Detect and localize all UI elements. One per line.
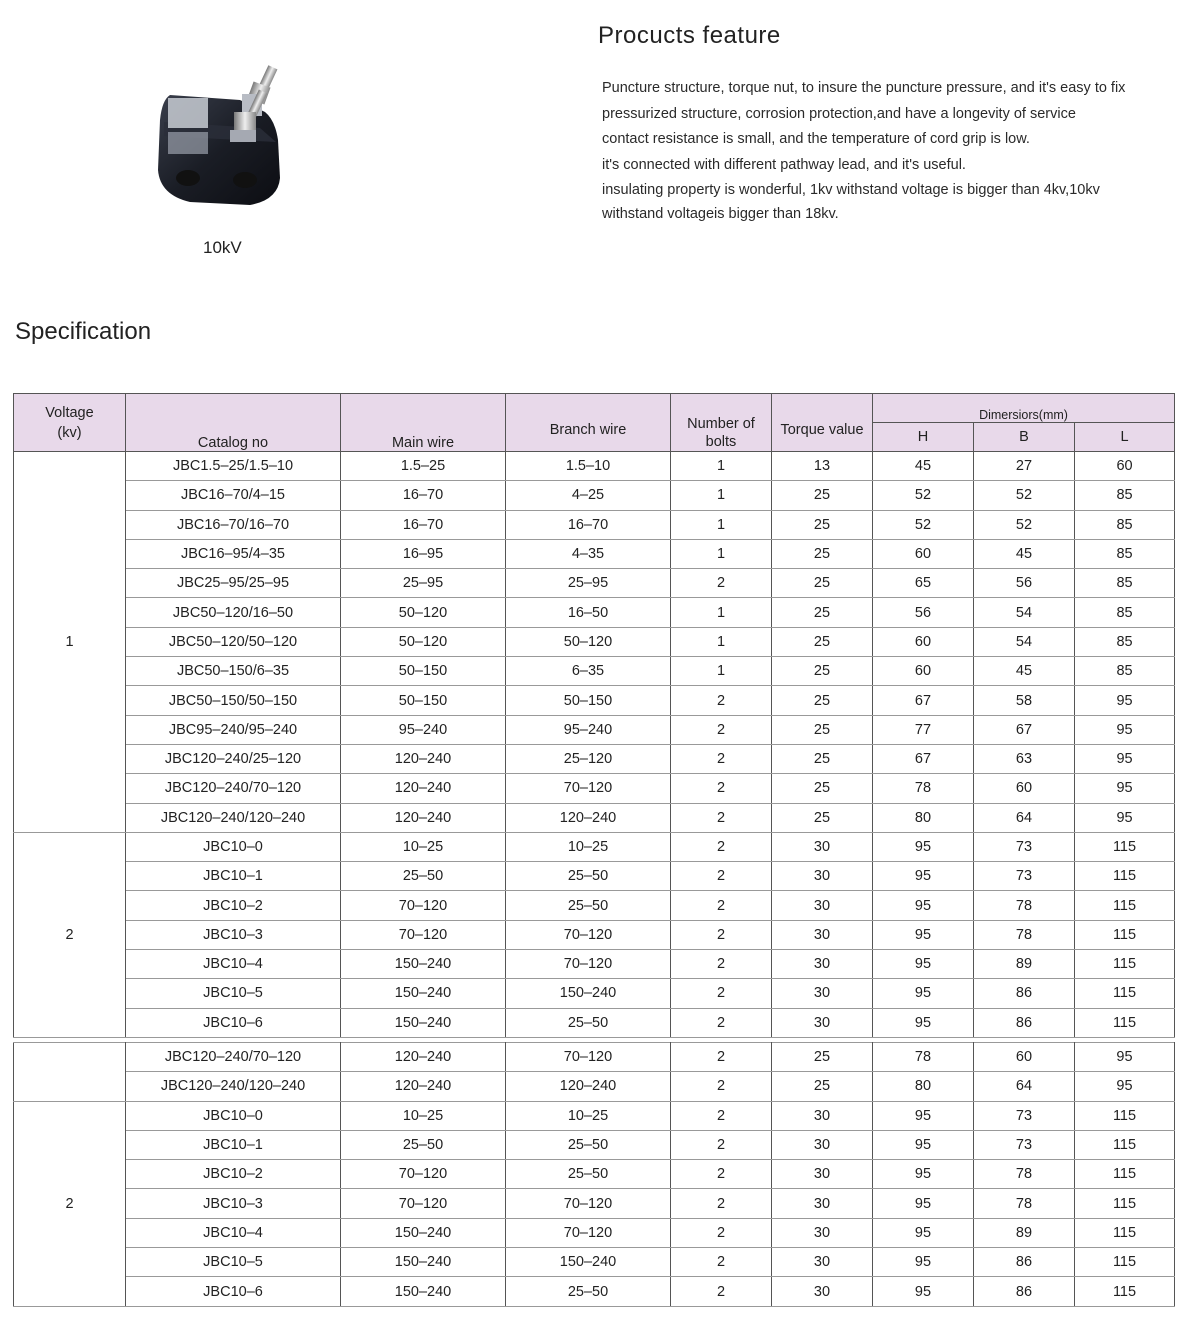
- table-cell: 30: [772, 1008, 873, 1037]
- table-cell: 16–70: [506, 510, 671, 539]
- table-cell: 73: [974, 1130, 1075, 1159]
- table-cell: 95–240: [506, 715, 671, 744]
- table-cell: 85: [1075, 598, 1175, 627]
- table-cell: 78: [873, 774, 974, 803]
- table-cell: 95: [873, 1008, 974, 1037]
- table-cell: 25–50: [506, 1130, 671, 1159]
- table-cell: 2: [671, 891, 772, 920]
- table-cell: 10–25: [506, 832, 671, 861]
- table-cell: 95: [1075, 744, 1175, 773]
- table-cell: 2: [671, 1277, 772, 1306]
- header-main-wire: Main wire: [341, 394, 506, 452]
- table-cell: JBC16–95/4–35: [126, 539, 341, 568]
- table-cell: 25–50: [506, 1160, 671, 1189]
- table-cell: 95: [873, 1218, 974, 1247]
- table-cell: 70–120: [506, 1218, 671, 1247]
- table-cell: 52: [974, 510, 1075, 539]
- table-cell: 150–240: [341, 1277, 506, 1306]
- header-catalog: Catalog no: [126, 394, 341, 452]
- table-cell: 77: [873, 715, 974, 744]
- table-cell: 115: [1075, 1008, 1175, 1037]
- table-cell: 4–35: [506, 539, 671, 568]
- table-row: [14, 598, 1175, 627]
- table-cell: 80: [873, 803, 974, 832]
- table-cell: 150–240: [341, 1248, 506, 1277]
- table-cell: 30: [772, 832, 873, 861]
- table-cell: 63: [974, 744, 1075, 773]
- table-cell: 95: [873, 832, 974, 861]
- table-cell: 45: [974, 539, 1075, 568]
- feature-line: insulating property is wonderful, 1kv withstand voltage is bigger than 4kv,10kv withstand voltageis bigger than 18kv.: [602, 182, 1100, 222]
- table-cell: JBC10–6: [126, 1008, 341, 1037]
- table-cell: 2: [671, 979, 772, 1008]
- table-cell: 50–120: [341, 627, 506, 656]
- table-cell: 25–120: [506, 744, 671, 773]
- table-row: [14, 1160, 1175, 1189]
- table-cell: 60: [873, 627, 974, 656]
- table-cell: 95: [873, 1130, 974, 1159]
- header-l: L: [1075, 423, 1175, 452]
- table-cell: 30: [772, 920, 873, 949]
- table-cell: JBC120–240/120–240: [126, 803, 341, 832]
- table-row: [14, 1277, 1175, 1306]
- table-cell: 10–25: [506, 1101, 671, 1130]
- table-cell: 150–240: [341, 1218, 506, 1247]
- insulation-piercing-connector-icon: [150, 60, 290, 210]
- header-torque: Torque value: [772, 394, 873, 452]
- table-cell: 25: [772, 715, 873, 744]
- table-cell: 54: [974, 598, 1075, 627]
- table-cell: 10–25: [341, 832, 506, 861]
- table-cell: JBC10–5: [126, 979, 341, 1008]
- table-cell: 52: [974, 481, 1075, 510]
- table-cell: 78: [974, 1160, 1075, 1189]
- feature-line: pressurized structure, corrosion protection,and have a longevity of service: [602, 105, 1076, 122]
- table-cell: 2: [671, 803, 772, 832]
- table-cell: JBC10–3: [126, 920, 341, 949]
- table-cell: 86: [974, 1248, 1075, 1277]
- table-cell: 73: [974, 832, 1075, 861]
- table-cell: 25–50: [341, 862, 506, 891]
- feature-line: contact resistance is small, and the temperature of cord grip is low.: [602, 131, 1030, 147]
- table-cell: 2: [671, 862, 772, 891]
- table-cell: 73: [974, 862, 1075, 891]
- table-cell: 85: [1075, 539, 1175, 568]
- table-cell: 120–240: [341, 1043, 506, 1072]
- table-row: [14, 1248, 1175, 1277]
- table-cell: 2: [671, 1043, 772, 1072]
- table-cell: 30: [772, 1130, 873, 1159]
- table-cell: 13: [772, 452, 873, 481]
- table-cell: 60: [974, 1043, 1075, 1072]
- features-title: Procucts feature: [598, 22, 781, 49]
- table-cell: 2: [671, 569, 772, 598]
- table-cell: JBC50–150/50–150: [126, 686, 341, 715]
- table-cell: 85: [1075, 510, 1175, 539]
- table-cell: 150–240: [341, 1008, 506, 1037]
- table-cell: 95: [873, 979, 974, 1008]
- table-cell: 1.5–25: [341, 452, 506, 481]
- table-cell: JBC120–240/70–120: [126, 774, 341, 803]
- table-cell: 86: [974, 1277, 1075, 1306]
- table-row: [14, 832, 1175, 861]
- table-cell: 64: [974, 803, 1075, 832]
- table-cell: 2: [671, 774, 772, 803]
- table-cell: 120–240: [341, 774, 506, 803]
- table-cell: 2: [671, 715, 772, 744]
- table-cell: 16–95: [341, 539, 506, 568]
- table-cell: 70–120: [341, 891, 506, 920]
- table-cell: JBC10–6: [126, 1277, 341, 1306]
- table-cell: 25–95: [341, 569, 506, 598]
- table-cell: 1: [671, 627, 772, 656]
- table-row: [14, 803, 1175, 832]
- table-cell: 65: [873, 569, 974, 598]
- table-cell: 95: [1075, 803, 1175, 832]
- table-cell: 2: [671, 744, 772, 773]
- table-cell: 25: [772, 657, 873, 686]
- table-cell: 25–95: [506, 569, 671, 598]
- table-row: [14, 744, 1175, 773]
- table-cell: 60: [1075, 452, 1175, 481]
- feature-line: Puncture structure, torque nut, to insure the puncture pressure, and it's easy to fix: [602, 80, 1126, 96]
- table-cell: 115: [1075, 862, 1175, 891]
- table-cell: 30: [772, 1218, 873, 1247]
- table-cell: 120–240: [506, 1072, 671, 1101]
- table-cell: 85: [1075, 657, 1175, 686]
- table-cell: 115: [1075, 979, 1175, 1008]
- table-row: [14, 539, 1175, 568]
- table-cell: JBC10–5: [126, 1248, 341, 1277]
- table-cell: 52: [873, 510, 974, 539]
- table-cell: 25: [772, 774, 873, 803]
- table-cell: 95: [1075, 774, 1175, 803]
- table-cell: 95: [1075, 1072, 1175, 1101]
- table-cell: 70–120: [506, 1189, 671, 1218]
- table-cell: 2: [671, 832, 772, 861]
- table-cell: 95: [873, 862, 974, 891]
- table-cell: 25: [772, 510, 873, 539]
- table-cell: 67: [873, 744, 974, 773]
- table-cell: JBC95–240/95–240: [126, 715, 341, 744]
- table-cell: 30: [772, 862, 873, 891]
- table-cell: 30: [772, 1277, 873, 1306]
- table-cell: 45: [974, 657, 1075, 686]
- table-cell: 95: [873, 1160, 974, 1189]
- table-cell: 2: [671, 1218, 772, 1247]
- table-cell: 78: [974, 920, 1075, 949]
- table-cell: JBC120–240/120–240: [126, 1072, 341, 1101]
- table-row: [14, 1043, 1175, 1072]
- table-row: [14, 1101, 1175, 1130]
- table-cell: 25: [772, 539, 873, 568]
- table-cell: 10–25: [341, 1101, 506, 1130]
- table-cell: 25: [772, 598, 873, 627]
- table-cell: 95: [873, 891, 974, 920]
- table-cell: 60: [974, 774, 1075, 803]
- table-row: [14, 1189, 1175, 1218]
- header-b: B: [974, 423, 1075, 452]
- table-cell: 2: [671, 950, 772, 979]
- voltage-cell: 1: [14, 452, 126, 833]
- table-row: [14, 979, 1175, 1008]
- table-cell: 25: [772, 803, 873, 832]
- table-cell: 1: [671, 452, 772, 481]
- table-cell: 95: [1075, 686, 1175, 715]
- table-cell: JBC10–3: [126, 1189, 341, 1218]
- table-cell: 95: [1075, 1043, 1175, 1072]
- table-row: [14, 569, 1175, 598]
- table-cell: 60: [873, 539, 974, 568]
- table-cell: 25: [772, 1043, 873, 1072]
- table-cell: 115: [1075, 1218, 1175, 1247]
- table-cell: JBC1.5–25/1.5–10: [126, 452, 341, 481]
- table-row: [14, 510, 1175, 539]
- table-cell: 150–240: [341, 979, 506, 1008]
- table-cell: 115: [1075, 1101, 1175, 1130]
- table-cell: JBC10–2: [126, 1160, 341, 1189]
- table-cell: 115: [1075, 1160, 1175, 1189]
- table-cell: 89: [974, 1218, 1075, 1247]
- table-cell: 2: [671, 1101, 772, 1130]
- table-cell: JBC120–240/25–120: [126, 744, 341, 773]
- table-cell: 95: [873, 1277, 974, 1306]
- table-cell: 25: [772, 744, 873, 773]
- table-cell: JBC10–1: [126, 1130, 341, 1159]
- product-caption: 10kV: [203, 238, 242, 257]
- table-cell: 2: [671, 1130, 772, 1159]
- table-row: [14, 1008, 1175, 1037]
- table-cell: 70–120: [506, 1043, 671, 1072]
- table-cell: 115: [1075, 891, 1175, 920]
- table-cell: 70–120: [506, 950, 671, 979]
- table-cell: 150–240: [341, 950, 506, 979]
- table-cell: JBC25–95/25–95: [126, 569, 341, 598]
- table-cell: 115: [1075, 1189, 1175, 1218]
- table-cell: 86: [974, 1008, 1075, 1037]
- table-cell: 60: [873, 657, 974, 686]
- table-cell: 78: [873, 1043, 974, 1072]
- table-cell: 25: [772, 481, 873, 510]
- table-cell: 67: [873, 686, 974, 715]
- table-cell: 25: [772, 627, 873, 656]
- header-dimensions: Dimersiors(mm): [873, 394, 1175, 423]
- table-cell: 45: [873, 452, 974, 481]
- table-cell: 70–120: [341, 1160, 506, 1189]
- table-cell: JBC16–70/16–70: [126, 510, 341, 539]
- table-cell: 70–120: [506, 920, 671, 949]
- table-cell: 70–120: [506, 774, 671, 803]
- specification-table-continued: [13, 1042, 1175, 1307]
- table-cell: JBC10–4: [126, 1218, 341, 1247]
- table-cell: 115: [1075, 920, 1175, 949]
- table-row: [14, 891, 1175, 920]
- table-row: [14, 715, 1175, 744]
- table-cell: 89: [974, 950, 1075, 979]
- table-row: [14, 1130, 1175, 1159]
- table-cell: 2: [671, 1160, 772, 1189]
- table-cell: 1: [671, 510, 772, 539]
- table-cell: JBC16–70/4–15: [126, 481, 341, 510]
- table-cell: 52: [873, 481, 974, 510]
- table-row: [14, 862, 1175, 891]
- voltage-cell: 2: [14, 832, 126, 1037]
- table-row: [14, 481, 1175, 510]
- table-row: [14, 1218, 1175, 1247]
- table-cell: 30: [772, 1160, 873, 1189]
- table-cell: JBC120–240/70–120: [126, 1043, 341, 1072]
- specification-table: [13, 393, 1175, 1038]
- table-cell: 115: [1075, 950, 1175, 979]
- table-cell: 30: [772, 891, 873, 920]
- table-cell: 1: [671, 657, 772, 686]
- table-cell: 56: [873, 598, 974, 627]
- table-cell: 86: [974, 979, 1075, 1008]
- table-cell: JBC10–2: [126, 891, 341, 920]
- table-row: [14, 452, 1175, 481]
- table-cell: 95: [873, 950, 974, 979]
- table-cell: 50–120: [506, 627, 671, 656]
- feature-line: it's connected with different pathway lead, and it's useful.: [602, 156, 966, 173]
- table-cell: 150–240: [506, 1248, 671, 1277]
- table-cell: 85: [1075, 569, 1175, 598]
- table-cell: 85: [1075, 481, 1175, 510]
- table-cell: 56: [974, 569, 1075, 598]
- table-cell: 25–50: [506, 1008, 671, 1037]
- table-cell: 78: [974, 891, 1075, 920]
- table-cell: 115: [1075, 1248, 1175, 1277]
- table-cell: 95–240: [341, 715, 506, 744]
- header-bolts: Number of bolts: [671, 394, 772, 452]
- table-cell: 16–50: [506, 598, 671, 627]
- table-cell: 64: [974, 1072, 1075, 1101]
- table-cell: 95: [873, 1189, 974, 1218]
- table-row: [14, 950, 1175, 979]
- table-cell: 30: [772, 1189, 873, 1218]
- table-cell: 115: [1075, 1130, 1175, 1159]
- table-cell: 50–150: [506, 686, 671, 715]
- table-cell: 70–120: [341, 1189, 506, 1218]
- table-cell: 27: [974, 452, 1075, 481]
- table-cell: 150–240: [506, 979, 671, 1008]
- header-branch-wire: Branch wire: [506, 394, 671, 452]
- voltage-cell: 2: [14, 1101, 126, 1306]
- table-cell: 67: [974, 715, 1075, 744]
- table-cell: 25–50: [506, 862, 671, 891]
- table-row: [14, 920, 1175, 949]
- table-cell: 25: [772, 686, 873, 715]
- voltage-cell: [14, 1043, 126, 1102]
- table-cell: 80: [873, 1072, 974, 1101]
- table-cell: 25–50: [506, 891, 671, 920]
- table-cell: 120–240: [341, 744, 506, 773]
- header-voltage: Voltage (kv): [14, 394, 126, 452]
- table-cell: 1.5–10: [506, 452, 671, 481]
- table-cell: 2: [671, 1189, 772, 1218]
- features-list: [602, 76, 1152, 228]
- table-cell: JBC10–0: [126, 1101, 341, 1130]
- table-cell: 2: [671, 1008, 772, 1037]
- table-cell: 115: [1075, 832, 1175, 861]
- table-cell: 50–150: [341, 657, 506, 686]
- table-cell: 30: [772, 979, 873, 1008]
- table-cell: 2: [671, 920, 772, 949]
- table-row: [14, 627, 1175, 656]
- table-cell: 30: [772, 1248, 873, 1277]
- table-cell: 95: [1075, 715, 1175, 744]
- table-cell: JBC50–120/50–120: [126, 627, 341, 656]
- table-row: [14, 657, 1175, 686]
- table-cell: 54: [974, 627, 1075, 656]
- table-cell: JBC50–120/16–50: [126, 598, 341, 627]
- table-cell: JBC50–150/6–35: [126, 657, 341, 686]
- table-row: [14, 774, 1175, 803]
- table-cell: 4–25: [506, 481, 671, 510]
- table-cell: JBC10–1: [126, 862, 341, 891]
- table-cell: 120–240: [341, 1072, 506, 1101]
- table-cell: 30: [772, 950, 873, 979]
- table-cell: 6–35: [506, 657, 671, 686]
- header-h: H: [873, 423, 974, 452]
- table-cell: 50–120: [341, 598, 506, 627]
- table-cell: 120–240: [506, 803, 671, 832]
- table-cell: 25: [772, 1072, 873, 1101]
- table-cell: 2: [671, 1248, 772, 1277]
- table-cell: 78: [974, 1189, 1075, 1218]
- table-cell: 1: [671, 598, 772, 627]
- table-cell: 95: [873, 1248, 974, 1277]
- table-cell: 25: [772, 569, 873, 598]
- table-cell: 73: [974, 1101, 1075, 1130]
- table-cell: 58: [974, 686, 1075, 715]
- table-cell: 115: [1075, 1277, 1175, 1306]
- table-cell: 95: [873, 920, 974, 949]
- table-cell: 1: [671, 539, 772, 568]
- table-cell: 25–50: [506, 1277, 671, 1306]
- table-cell: 16–70: [341, 481, 506, 510]
- table-cell: JBC10–4: [126, 950, 341, 979]
- table-cell: 1: [671, 481, 772, 510]
- table-cell: 120–240: [341, 803, 506, 832]
- table-row: [14, 1072, 1175, 1101]
- table-row: [14, 686, 1175, 715]
- table-cell: 30: [772, 1101, 873, 1130]
- table-cell: 16–70: [341, 510, 506, 539]
- table-cell: 85: [1075, 627, 1175, 656]
- table-cell: 25–50: [341, 1130, 506, 1159]
- specification-title: Specification: [15, 318, 152, 345]
- table-cell: 50–150: [341, 686, 506, 715]
- table-cell: JBC10–0: [126, 832, 341, 861]
- table-cell: 95: [873, 1101, 974, 1130]
- table-cell: 2: [671, 1072, 772, 1101]
- table-cell: 2: [671, 686, 772, 715]
- table-cell: 70–120: [341, 920, 506, 949]
